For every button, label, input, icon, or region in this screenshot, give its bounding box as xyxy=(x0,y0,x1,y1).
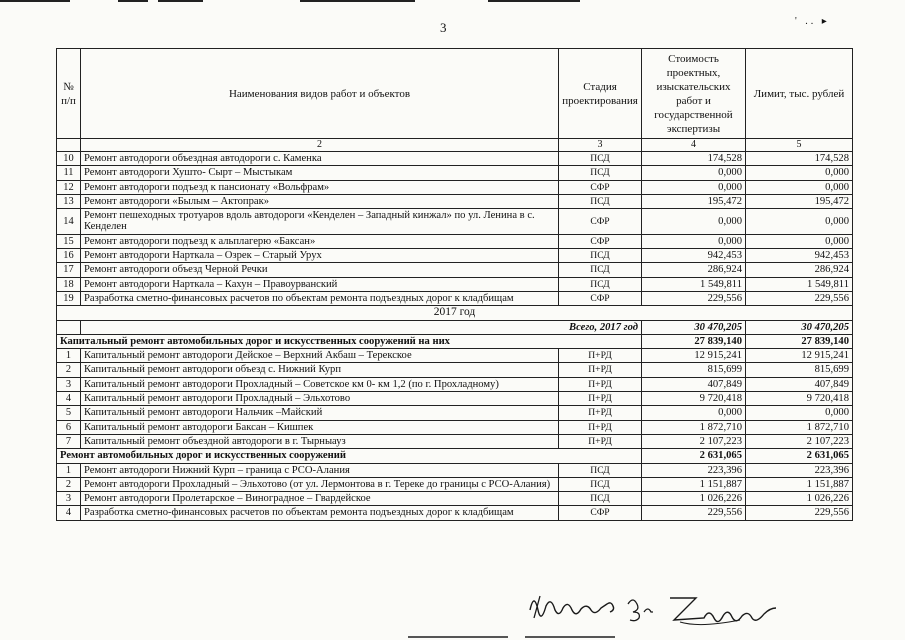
corner-marks: ' .. ▸ xyxy=(795,16,830,27)
row-cost: 815,699 xyxy=(642,363,746,377)
row-number: 4 xyxy=(57,506,81,520)
table-row xyxy=(57,249,853,263)
year-row xyxy=(57,306,853,320)
row-name: Ремонт автодороги Нарткала – Кахун – Правоурванский xyxy=(81,277,559,291)
row-limit: 815,699 xyxy=(746,363,853,377)
row-limit: 407,849 xyxy=(746,377,853,391)
scan-top-edge xyxy=(118,0,148,2)
column-index-4: 4 xyxy=(642,139,746,152)
row-name: Капитальный ремонт автодороги Нальчик –Майский xyxy=(81,406,559,420)
row-stage: П+РД xyxy=(559,349,642,363)
row-number: 6 xyxy=(57,420,81,434)
row-cost: 0,000 xyxy=(642,406,746,420)
table-row xyxy=(57,234,853,248)
table-row xyxy=(57,492,853,506)
row-number: 2 xyxy=(57,363,81,377)
table-row xyxy=(57,349,853,363)
row-number: 14 xyxy=(57,209,81,235)
row-stage: ПСД xyxy=(559,263,642,277)
total-label: Всего, 2017 год xyxy=(81,320,642,334)
row-limit: 0,000 xyxy=(746,406,853,420)
row-number: 5 xyxy=(57,406,81,420)
row-cost: 0,000 xyxy=(642,234,746,248)
row-number: 17 xyxy=(57,263,81,277)
row-stage: ПСД xyxy=(559,477,642,491)
row-name: Разработка сметно-финансовых расчетов по объектам ремонта подъездных дорог к кладбищам xyxy=(81,506,559,520)
row-cost: 1 026,226 xyxy=(642,492,746,506)
section-label: Ремонт автомобильных дорог и искусственных сооружений xyxy=(57,449,642,463)
row-number: 15 xyxy=(57,234,81,248)
row-name: Капитальный ремонт автодороги Баксан – Кишпек xyxy=(81,420,559,434)
row-stage: ПСД xyxy=(559,166,642,180)
row-name: Капитальный ремонт автодороги Дейское – Верхний Акбаш – Терекское xyxy=(81,349,559,363)
row-limit: 12 915,241 xyxy=(746,349,853,363)
table-body xyxy=(57,139,853,521)
total-row xyxy=(57,320,853,334)
row-cost: 229,556 xyxy=(642,506,746,520)
row-cost: 1 549,811 xyxy=(642,277,746,291)
scan-bottom-edge xyxy=(408,636,508,638)
col-limit-header: Лимит, тыс. рублей xyxy=(746,49,853,139)
table-row xyxy=(57,477,853,491)
index-cell-empty xyxy=(57,139,81,152)
row-stage: СФР xyxy=(559,209,642,235)
row-cost: 1 872,710 xyxy=(642,420,746,434)
scan-top-edge xyxy=(300,0,415,2)
row-limit: 0,000 xyxy=(746,209,853,235)
signature-image xyxy=(520,582,820,632)
row-limit: 0,000 xyxy=(746,166,853,180)
table-row xyxy=(57,263,853,277)
total-num xyxy=(57,320,81,334)
row-number: 11 xyxy=(57,166,81,180)
table-row xyxy=(57,291,853,305)
row-number: 1 xyxy=(57,349,81,363)
section-limit: 27 839,140 xyxy=(746,334,853,348)
row-stage: ПСД xyxy=(559,463,642,477)
row-name: Ремонт автодороги подъезд к альплагерю «Баксан» xyxy=(81,234,559,248)
col-num-header: № п/п xyxy=(57,49,81,139)
row-limit: 1 151,887 xyxy=(746,477,853,491)
table-row xyxy=(57,434,853,448)
row-cost: 195,472 xyxy=(642,194,746,208)
row-name: Капитальный ремонт автодороги объезд с. Нижний Курп xyxy=(81,363,559,377)
row-name: Ремонт автодороги Прохладный – Эльхотово (от ул. Лермонтова в г. Тереке до границы с РСО-Алания) xyxy=(81,477,559,491)
table-row xyxy=(57,209,853,235)
row-stage: ПСД xyxy=(559,492,642,506)
row-number: 18 xyxy=(57,277,81,291)
table-row xyxy=(57,152,853,166)
row-limit: 9 720,418 xyxy=(746,392,853,406)
row-name: Капитальный ремонт объездной автодороги в г. Тырныауз xyxy=(81,434,559,448)
row-name: Капитальный ремонт автодороги Прохладный – Эльхотово xyxy=(81,392,559,406)
row-number: 4 xyxy=(57,392,81,406)
total-limit: 30 470,205 xyxy=(746,320,853,334)
row-limit: 0,000 xyxy=(746,234,853,248)
row-number: 13 xyxy=(57,194,81,208)
row-stage: СФР xyxy=(559,180,642,194)
row-name: Ремонт автодороги Нарткала – Озрек – Старый Урух xyxy=(81,249,559,263)
row-number: 3 xyxy=(57,377,81,391)
table-row xyxy=(57,506,853,520)
row-name: Ремонт автодороги подъезд к пансионату «Вольфрам» xyxy=(81,180,559,194)
row-stage: П+РД xyxy=(559,363,642,377)
row-number: 7 xyxy=(57,434,81,448)
row-stage: СФР xyxy=(559,506,642,520)
section-row xyxy=(57,334,853,348)
col-stage-header: Стадия проектирования xyxy=(559,49,642,139)
col-cost-header: Стоимость проектных, изыскательских работ и государственной экспертизы xyxy=(642,49,746,139)
scan-top-edge xyxy=(158,0,203,2)
row-cost: 223,396 xyxy=(642,463,746,477)
row-cost: 942,453 xyxy=(642,249,746,263)
row-name: Ремонт автодороги Пролетарское – Виноградное – Гвардейское xyxy=(81,492,559,506)
table-row xyxy=(57,194,853,208)
table-row xyxy=(57,420,853,434)
row-cost: 407,849 xyxy=(642,377,746,391)
row-number: 16 xyxy=(57,249,81,263)
row-name: Ремонт автодороги объездная автодороги с. Каменка xyxy=(81,152,559,166)
row-number: 1 xyxy=(57,463,81,477)
row-name: Капитальный ремонт автодороги Прохладный – Советское км 0- км 1,2 (по г. Прохладному) xyxy=(81,377,559,391)
row-limit: 229,556 xyxy=(746,291,853,305)
row-limit: 942,453 xyxy=(746,249,853,263)
row-stage: ПСД xyxy=(559,152,642,166)
row-stage: ПСД xyxy=(559,194,642,208)
table-row xyxy=(57,392,853,406)
row-cost: 12 915,241 xyxy=(642,349,746,363)
row-limit: 1 026,226 xyxy=(746,492,853,506)
row-stage: СФР xyxy=(559,291,642,305)
row-cost: 286,924 xyxy=(642,263,746,277)
row-limit: 0,000 xyxy=(746,180,853,194)
row-number: 19 xyxy=(57,291,81,305)
table-row xyxy=(57,180,853,194)
table-row xyxy=(57,377,853,391)
row-number: 12 xyxy=(57,180,81,194)
column-index-3: 3 xyxy=(559,139,642,152)
row-cost: 1 151,887 xyxy=(642,477,746,491)
row-limit: 1 549,811 xyxy=(746,277,853,291)
row-limit: 2 107,223 xyxy=(746,434,853,448)
scan-bottom-edge xyxy=(525,636,615,638)
row-number: 10 xyxy=(57,152,81,166)
row-stage: ПСД xyxy=(559,277,642,291)
row-stage: П+РД xyxy=(559,434,642,448)
col-name-header: Наименования видов работ и объектов xyxy=(81,49,559,139)
row-stage: П+РД xyxy=(559,420,642,434)
page-number: 3 xyxy=(440,20,447,35)
budget-table xyxy=(56,48,853,521)
row-cost: 9 720,418 xyxy=(642,392,746,406)
section-label: Капитальный ремонт автомобильных дорог и искусственных сооружений на них xyxy=(57,334,642,348)
section-cost: 2 631,065 xyxy=(642,449,746,463)
scan-top-edge xyxy=(488,0,580,2)
row-limit: 1 872,710 xyxy=(746,420,853,434)
row-name: Ремонт пешеходных тротуаров вдоль автодороги «Кенделен – Западный кинжал» по ул. Ленина в с. Кенделен xyxy=(81,209,559,235)
section-limit: 2 631,065 xyxy=(746,449,853,463)
row-cost: 229,556 xyxy=(642,291,746,305)
column-index-2: 2 xyxy=(81,139,559,152)
row-name: Разработка сметно-финансовых расчетов по объектам ремонта подъездных дорог к кладбищам xyxy=(81,291,559,305)
row-cost: 0,000 xyxy=(642,209,746,235)
year-label: 2017 год xyxy=(57,306,853,320)
column-index-5: 5 xyxy=(746,139,853,152)
row-cost: 0,000 xyxy=(642,180,746,194)
scan-top-edge xyxy=(0,0,70,2)
row-stage: ПСД xyxy=(559,249,642,263)
row-name: Ремонт автодороги Хушто- Сырт – Мыстыкам xyxy=(81,166,559,180)
table-row xyxy=(57,406,853,420)
row-stage: П+РД xyxy=(559,406,642,420)
section-cost: 27 839,140 xyxy=(642,334,746,348)
row-number: 2 xyxy=(57,477,81,491)
row-stage: П+РД xyxy=(559,377,642,391)
row-cost: 0,000 xyxy=(642,166,746,180)
row-limit: 195,472 xyxy=(746,194,853,208)
row-limit: 223,396 xyxy=(746,463,853,477)
table-header-row xyxy=(57,49,853,139)
column-index-row xyxy=(57,139,853,152)
row-name: Ремонт автодороги объезд Черной Речки xyxy=(81,263,559,277)
table-row xyxy=(57,277,853,291)
table-row xyxy=(57,363,853,377)
row-limit: 229,556 xyxy=(746,506,853,520)
row-limit: 174,528 xyxy=(746,152,853,166)
row-stage: П+РД xyxy=(559,392,642,406)
row-number: 3 xyxy=(57,492,81,506)
row-cost: 174,528 xyxy=(642,152,746,166)
row-cost: 2 107,223 xyxy=(642,434,746,448)
section-row xyxy=(57,449,853,463)
total-cost: 30 470,205 xyxy=(642,320,746,334)
row-limit: 286,924 xyxy=(746,263,853,277)
row-stage: СФР xyxy=(559,234,642,248)
table-row xyxy=(57,463,853,477)
row-name: Ремонт автодороги «Былым – Актопрак» xyxy=(81,194,559,208)
row-name: Ремонт автодороги Нижний Курп – граница с РСО-Алания xyxy=(81,463,559,477)
table-row xyxy=(57,166,853,180)
